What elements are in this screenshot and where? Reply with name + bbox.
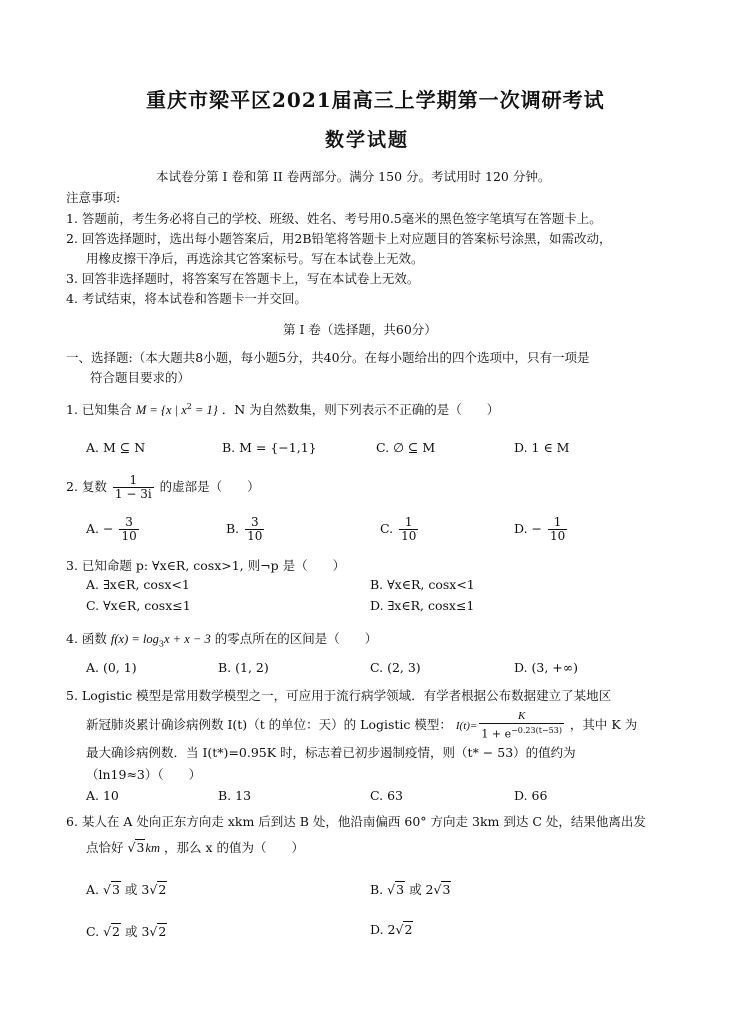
question-5-option-b: B. 13 <box>218 788 252 803</box>
question-6-option-a: A. √3 或 3√2 <box>86 882 167 897</box>
exam-intro: 本试卷分第 I 卷和第 II 卷两部分。满分 150 分。考试用时 120 分钟。 <box>156 169 551 184</box>
question-3-option-b: B. ∀x∈R, cosx<1 <box>370 577 475 592</box>
question-3-option-c: C. ∀x∈R, cosx≤1 <box>86 598 191 613</box>
question-2-fraction: $\frac{1}{1 - 3i}$ <box>114 473 152 501</box>
part-instruction-line2: 符合题目要求的） <box>90 370 191 385</box>
logistic-formula: $\frac{K}{1 + e^{-0.23(t-53)}}$ <box>481 710 562 741</box>
note-item-2: 2. 回答选择题时，选出每小题答案后，用2B铅笔将答题卡上对应题目的答案标号涂黑，如需改动， <box>66 231 612 246</box>
question-5-line3: 最大确诊病例数．当 I(t*)=0.95K 时，标志着已初步遏制疫情，则（t* − 53）的值约为 <box>86 745 576 760</box>
question-5-option-d: D. 66 <box>514 788 548 803</box>
question-2-option-b: B. $\frac{3}{10}$ <box>226 515 263 543</box>
question-1-option-b: B. M = {−1,1} <box>222 440 317 455</box>
question-1-stem: 1. 已知集合 M = {x | $x^2 = 1$} ．N 为自然数集，则下列表示不正确的是（ ） <box>66 401 500 417</box>
note-item-3: 3. 回答非选择题时，将答案写在答题卡上，写在本试卷上无效。 <box>66 271 420 286</box>
section-heading: 第 I 卷（选择题，共60分） <box>283 322 437 337</box>
question-4-option-d: D. (3, +∞) <box>514 660 579 675</box>
question-1-option-c: C. ∅ ⊆ M <box>376 440 436 455</box>
question-5-line2: 新冠肺炎累计确诊病例数 I(t)（t 的单位：天）的 Logistic 模型： I(t)= $\frac{K}{1 + e^{-0.23(t-53)}}$ ，其中 K 为 <box>86 710 638 741</box>
exam-subtitle: 数学试题 <box>325 129 410 151</box>
note-item-1: 1. 答题前，考生务必将自己的学校、班级、姓名、考号用0.5毫米的黑色签字笔填写在答题卡上。 <box>66 211 602 226</box>
question-3-option-a: A. ∃x∈R, cosx<1 <box>86 577 190 592</box>
question-4-option-c: C. (2, 3) <box>370 660 421 675</box>
question-5-line4: （ln19≈3）（ ） <box>86 767 202 782</box>
question-2-option-a: A. − $\frac{3}{10}$ <box>86 515 137 543</box>
question-4-option-a: A. (0, 1) <box>86 660 137 675</box>
question-6-line1: 6. 某人在 A 处向正东方向走 xkm 后到达 B 处，他沿南偏西 60° 方向走 3km 到达 C 处，结果他离出发 <box>66 814 646 829</box>
question-4-option-b: B. (1, 2) <box>218 660 269 675</box>
question-5-option-a: A. 10 <box>86 788 119 803</box>
notes-heading: 注意事项: <box>66 190 121 205</box>
question-5-line1: 5. Logistic 模型是常用数学模型之一，可应用于流行病学领域．有学者根据公布数据建立了某地区 <box>66 688 612 703</box>
question-6-line2: 点恰好 √3km ，那么 x 的值为（ ） <box>86 840 304 855</box>
question-3-option-d: D. ∃x∈R, cosx≤1 <box>370 598 475 613</box>
note-item-2-cont: 用橡皮擦干净后，再选涂其它答案标号。写在本试卷上无效。 <box>86 251 424 266</box>
question-6-option-c: C. √2 或 3√2 <box>86 924 167 939</box>
question-2-option-d: D. − $\frac{1}{10}$ <box>514 515 566 543</box>
exam-title: 重庆市梁平区2021届高三上学期第一次调研考试 <box>146 88 605 112</box>
note-item-4: 4. 考试结束，将本试卷和答题卡一并交回。 <box>66 291 307 306</box>
question-4-stem: 4. 函数 $f(x) = \log_3x + x - 3$ 的零点所在的区间是（ ） <box>66 631 378 649</box>
question-6-option-d: D. 2√2 <box>370 922 413 937</box>
question-3-stem: 3. 已知命题 p: ∀x∈R, cosx>1, 则¬p 是（ ） <box>66 558 346 573</box>
question-5-option-c: C. 63 <box>370 788 403 803</box>
question-2-option-c: C. $\frac{1}{10}$ <box>380 515 417 543</box>
question-6-option-b: B. √3 或 2√3 <box>370 882 451 897</box>
question-1-option-d: D. 1 ∈ M <box>514 440 570 455</box>
question-1-option-a: A. M ⊆ N <box>86 440 146 455</box>
question-2-stem: 2. 复数 $\frac{1}{1 - 3i}$ 的虚部是（ ） <box>66 473 260 501</box>
part-instruction-line1: 一、选择题:（本大题共8小题，每小题5分，共40分。在每小题给出的四个选项中，只有一项是 <box>66 350 590 365</box>
